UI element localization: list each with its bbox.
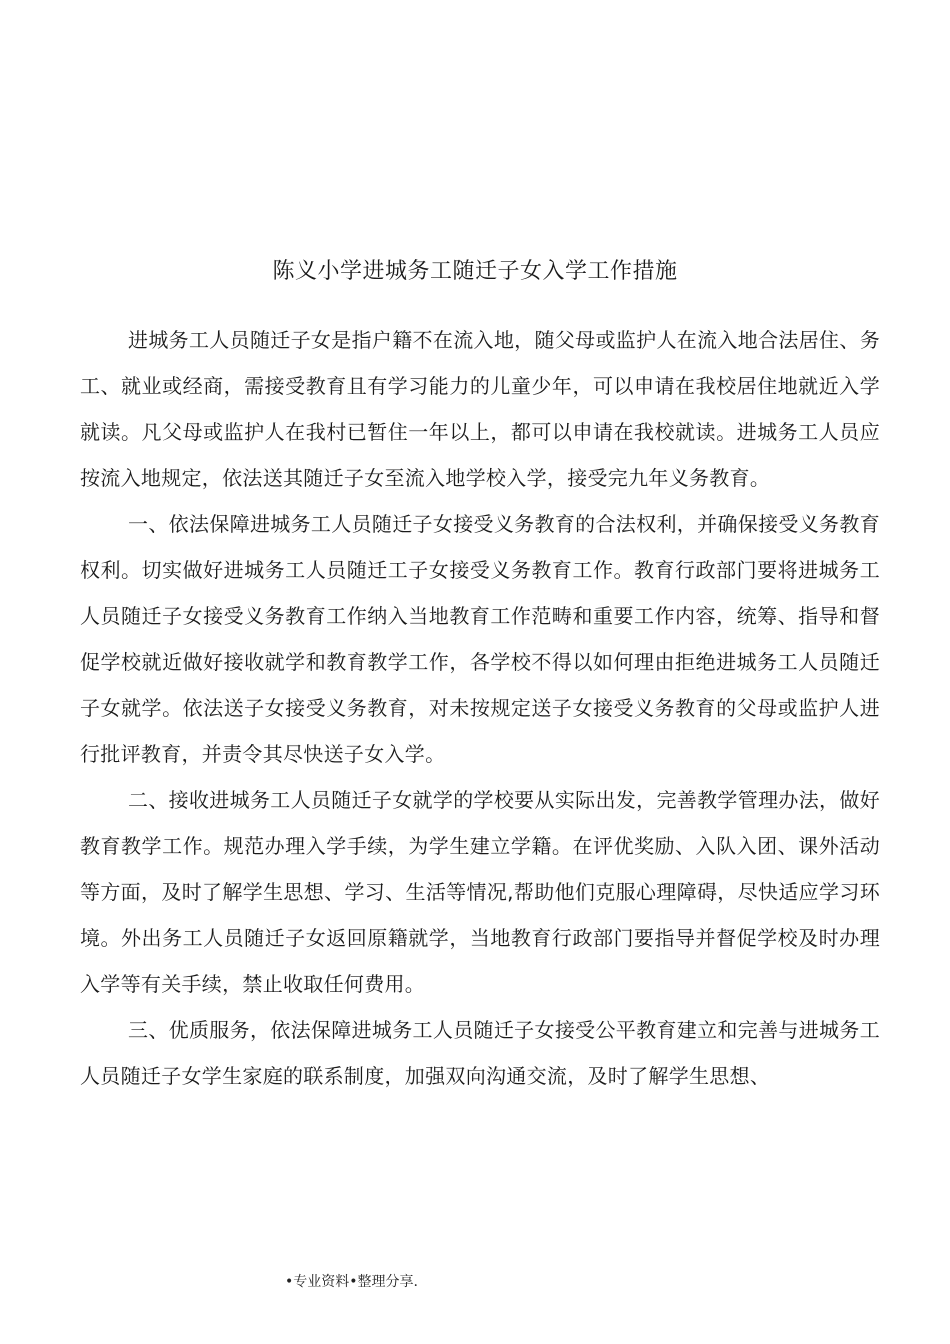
page-footer: •专业资料•整理分享. xyxy=(285,1274,418,1290)
paragraph-section-2: 二、接收进城务工人员随迁子女就学的学校要从实际出发，完善教学管理办法，做好教育教学工作。规范办理入学手续，为学生建立学籍。在评优奖励、入队入团、课外活动等方面，及时了解学生思想、学习、生活等情况,帮助他们克服心理障碍，尽快适应学习环境。外出务工人员随迁子女返回原籍就学，当地教育行政部门要指导并督促学校及时办理入学等有关手续，禁止收取任何费用。 xyxy=(80,788,880,996)
document-title: 陈义小学进城务工随迁子女入学工作措施 xyxy=(272,259,678,284)
paragraph-intro: 进城务工人员随迁子女是指户籍不在流入地，随父母或监护人在流入地合法居住、务工、就业或经商，需接受教育且有学习能力的儿童少年，可以申请在我校居住地就近入学就读。凡父母或监护人在我村已暂住一年以上，都可以申请在我校就读。进城务工人员应按流入地规定，依法送其随迁子女至流入地学校入学，接受完九年义务教育。 xyxy=(80,328,880,490)
paragraph-section-3: 三、优质服务，依法保障进城务工人员随迁子女接受公平教育建立和完善与进城务工人员随迁子女学生家庭的联系制度，加强双向沟通交流，及时了解学生思想、 xyxy=(80,1018,880,1088)
document-body xyxy=(80,317,880,1099)
paragraph-section-1: 一、依法保障进城务工人员随迁子女接受义务教育的合法权利，并确保接受义务教育权利。切实做好进城务工人员随迁工子女接受义务教育工作。教育行政部门要将进城务工人员随迁子女接受义务教育工作纳入当地教育工作范畴和重要工作内容，统筹、指导和督促学校就近做好接收就学和教育教学工作，各学校不得以如何理由拒绝进城务工人员随迁子女就学。依法送子女接受义务教育，对未按规定送子女接受义务教育的父母或监护人进行批评教育，并责令其尽快送子女入学。 xyxy=(80,512,880,766)
